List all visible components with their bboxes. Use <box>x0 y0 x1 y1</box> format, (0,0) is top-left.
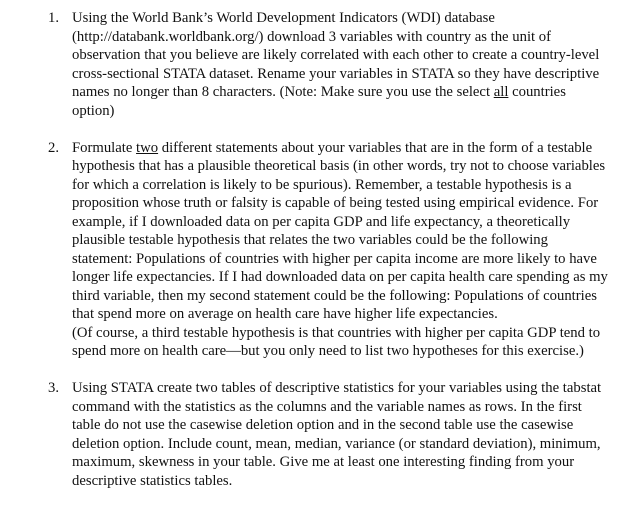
list-item-3 <box>0 379 630 490</box>
item-3-paragraph: Using STATA create two tables of descriptive statistics for your variables using the tabstat command with the statistics as the columns and the variable names as rows. In the first table do not use the casewise deletion option and in the second table use the casewise deletion option. Include count, mean, median, variance (or standard deviation), minimum, maximum, skewness in your table. Give me at least one interesting finding from your descriptive statistics tables. <box>72 380 602 489</box>
text-run: Formulate <box>72 139 137 156</box>
item-2-paragraph <box>72 139 608 324</box>
list-item-1 <box>0 9 630 120</box>
item-1-paragraph <box>72 9 608 120</box>
text-run: Using the World Bank’s World Development Indicators (WDI) database (http://databank.worldbank.org/) download 3 variables with country as the unit of observation that you believe are likely correlated with each other to create a country-level cross-sectional STATA dataset. Rename your variables in STATA so they have descriptive names no longer than 8 characters. (Note: Make sure you use the select <box>72 10 600 100</box>
list-item-2 <box>0 139 630 361</box>
item-2-note-paragraph: (Of course, a third testable hypothesis is that countries with higher per capita GDP tend to spend more on health care—but you only need to list two hypotheses for this exercise.) <box>72 324 601 359</box>
item-number: 3. <box>48 380 60 396</box>
item-number: 1. <box>48 10 60 26</box>
text-run: countries option) <box>72 84 566 119</box>
text-run: different statements about your variables that are in the form of a testable hypothesis that has a plausible theoretical basis (in other words, try not to choose variables for which a correlation is likely to be spurious). Remember, a testable hypothesis is a proposition whose truth or falsity is capable of being tested using empirical evidence. For example, if I downloaded data on per capita GDP and life expectancy, a theoretically plausible testable hypothesis that relates the two variables could be the following statement: Populations of countries with higher per capita income are more likely to have longer life expectancies. If I had downloaded data on per capita health care spending as my third variable, then my second statement could be the following: Populations of countries that spend more on average on health care have higher life expectancies. <box>72 139 608 322</box>
underlined-word: all <box>493 84 509 100</box>
underlined-word: two <box>136 139 159 156</box>
assignment-document <box>0 9 630 490</box>
item-number: 2. <box>48 139 60 156</box>
